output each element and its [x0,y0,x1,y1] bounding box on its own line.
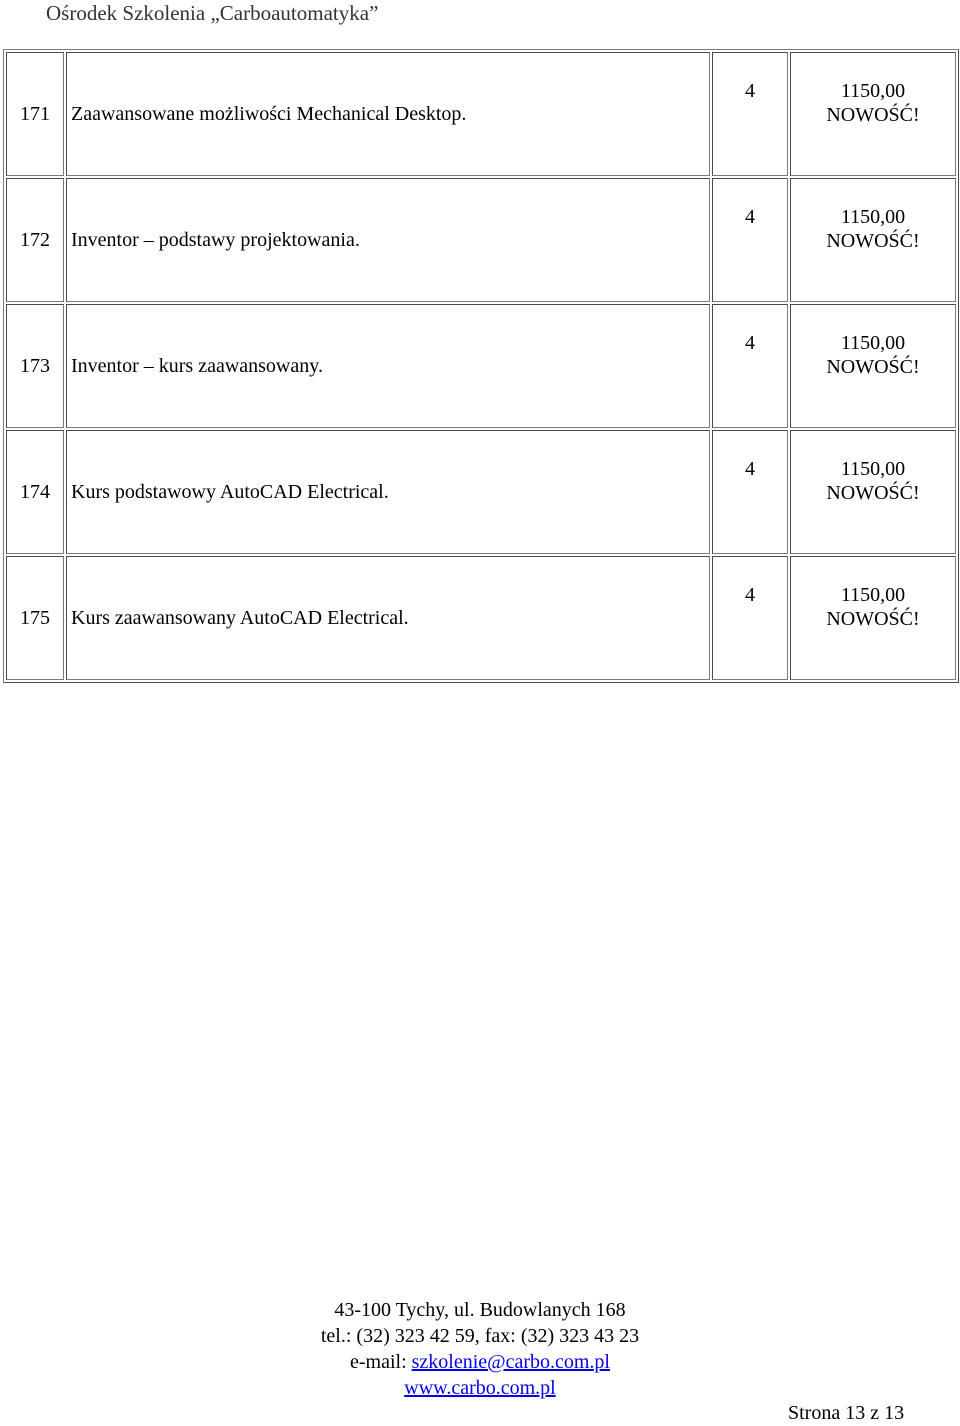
course-price: 1150,00 [840,584,906,606]
course-price: 1150,00 [840,458,906,480]
new-badge: NOWOŚĆ! [826,104,920,126]
course-days: 4 [712,304,788,428]
course-price: 1150,00 [840,206,906,228]
website-link[interactable]: www.carbo.com.pl [404,1377,556,1399]
course-price-cell [790,556,956,680]
course-number: 172 [6,178,64,302]
course-days: 4 [712,52,788,176]
course-title: Kurs podstawowy AutoCAD Electrical. [66,430,710,554]
table-row [6,52,956,176]
table-row [6,430,956,554]
course-price-cell [790,304,956,428]
course-title: Inventor – kurs zaawansowany. [66,304,710,428]
page-header-title: Ośrodek Szkolenia „Carboautomatyka” [46,1,379,25]
course-days: 4 [712,430,788,554]
course-price-cell [790,430,956,554]
table-row [6,304,956,428]
course-days: 4 [712,556,788,680]
course-price: 1150,00 [840,332,906,354]
new-badge: NOWOŚĆ! [826,608,920,630]
new-badge: NOWOŚĆ! [826,356,920,378]
course-number: 171 [6,52,64,176]
footer-website-line [0,1375,960,1401]
footer-email-line [0,1349,960,1375]
new-badge: NOWOŚĆ! [826,482,920,504]
page-footer [0,1297,960,1401]
course-price-cell [790,52,956,176]
course-days: 4 [712,178,788,302]
course-table [3,49,959,683]
course-number: 174 [6,430,64,554]
page-number: Strona 13 z 13 [788,1402,905,1424]
course-number: 175 [6,556,64,680]
email-link[interactable]: szkolenie@carbo.com.pl [411,1351,610,1373]
course-price: 1150,00 [840,80,906,102]
footer-address: 43-100 Tychy, ul. Budowlanych 168 [334,1299,626,1321]
course-title: Kurs zaawansowany AutoCAD Electrical. [66,556,710,680]
new-badge: NOWOŚĆ! [826,230,920,252]
course-title: Inventor – podstawy projektowania. [66,178,710,302]
footer-email-label: e-mail: [350,1351,412,1373]
table-row [6,178,956,302]
table-row [6,556,956,680]
course-number: 173 [6,304,64,428]
course-price-cell [790,178,956,302]
course-title: Zaawansowane możliwości Mechanical Desktop. [66,52,710,176]
footer-phone: tel.: (32) 323 42 59, fax: (32) 323 43 23 [320,1325,640,1347]
